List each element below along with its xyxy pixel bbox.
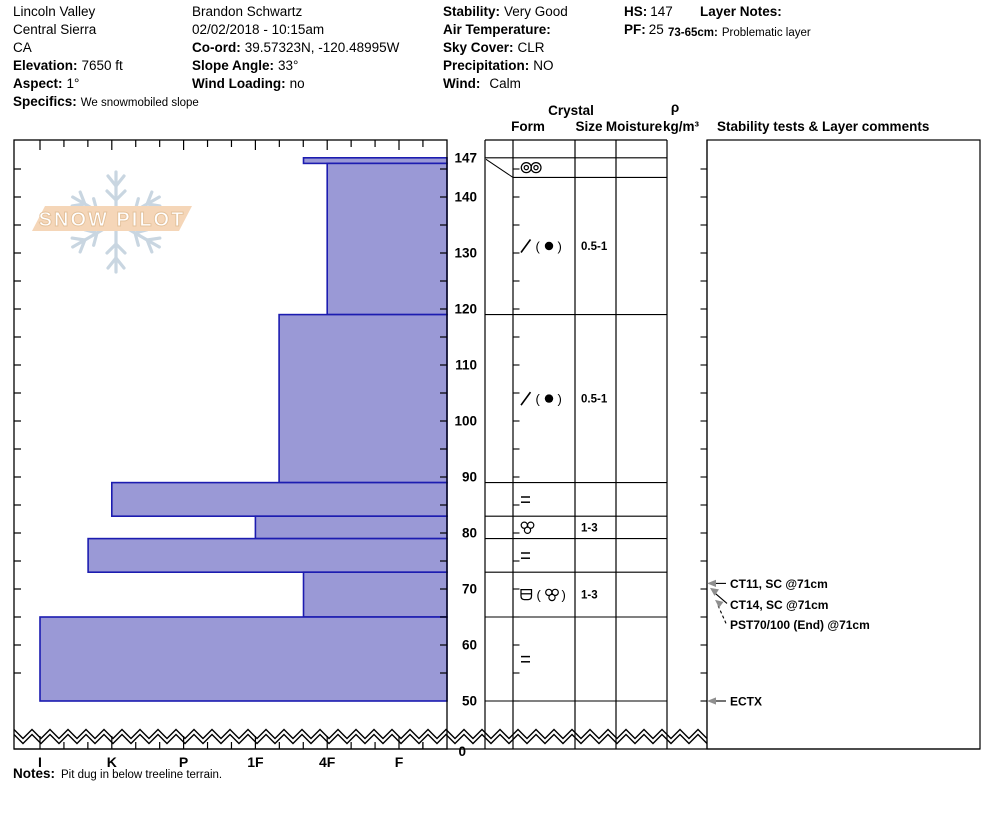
hs-label: HS: xyxy=(624,4,648,19)
grain-icon-double-rounds xyxy=(521,163,541,173)
site-state: CA xyxy=(13,40,32,55)
watermark-text: SNOW PILOT xyxy=(38,209,186,231)
test-arrow xyxy=(715,600,724,608)
hardness-bar xyxy=(327,163,447,314)
crystal-header: Crystal xyxy=(548,103,594,118)
svg-text:110: 110 xyxy=(455,357,477,373)
svg-text:60: 60 xyxy=(461,637,477,653)
hardness-bar xyxy=(304,572,447,617)
slope-value: 33° xyxy=(278,58,299,73)
svg-text:F: F xyxy=(394,754,404,770)
aspect-value: 1° xyxy=(66,76,80,91)
pf-label: PF: xyxy=(624,22,646,37)
svg-text:50: 50 xyxy=(461,693,477,709)
svg-text:70: 70 xyxy=(461,581,477,597)
observation-datetime: 02/02/2018 - 10:15am xyxy=(192,22,325,37)
site-name: Lincoln Valley xyxy=(13,4,96,19)
size-header: Size xyxy=(575,119,603,134)
grain-icon-ice-layer xyxy=(521,553,530,558)
svg-text:(: ( xyxy=(535,391,540,407)
grain-icon-ice-layer xyxy=(521,657,530,662)
grain-icon-rounded xyxy=(545,242,553,250)
svg-text:130: 130 xyxy=(454,245,477,261)
specifics-value: We snowmobiled slope xyxy=(80,97,199,109)
windload-value: no xyxy=(289,76,305,91)
precipitation-value: NO xyxy=(533,58,554,73)
density-units: kg/m³ xyxy=(662,119,699,134)
hardness-bar xyxy=(40,617,447,701)
comments-panel xyxy=(707,140,980,749)
svg-text:140: 140 xyxy=(454,189,477,205)
grain-icon-melt-cluster xyxy=(546,589,559,600)
slope-label: Slope Angle: xyxy=(192,58,275,73)
svg-text:1-3: 1-3 xyxy=(581,522,598,535)
grain-icon-ice-layer xyxy=(521,497,530,502)
layer-note-value: Problematic layer xyxy=(721,27,811,39)
svg-text:K: K xyxy=(106,754,117,770)
stability-label: Stability: xyxy=(443,4,501,19)
grain-icon-decomposing xyxy=(521,240,531,253)
elevation-value: 7650 ft xyxy=(81,58,123,73)
svg-text:(: ( xyxy=(535,238,540,254)
svg-text:CT14, SC @71cm: CT14, SC @71cm xyxy=(730,597,829,612)
notes-label: Notes: xyxy=(13,766,56,781)
svg-text:0: 0 xyxy=(458,744,466,759)
broken-axis-zigzag xyxy=(14,730,707,739)
svg-text:(: ( xyxy=(536,587,541,603)
moisture-header: Moisture xyxy=(605,119,663,134)
form-header: Form xyxy=(511,119,545,134)
svg-text:I: I xyxy=(38,754,42,770)
svg-text:P: P xyxy=(178,754,189,770)
grain-icon-crust xyxy=(521,590,532,600)
svg-text:0.5-1: 0.5-1 xyxy=(581,393,608,406)
precipitation-label: Precipitation: xyxy=(443,58,530,73)
observer-name: Brandon Schwartz xyxy=(192,4,303,19)
notes-text: Pit dug in below treeline terrain. xyxy=(61,769,223,781)
test-arrow xyxy=(707,697,716,704)
svg-text:CT11, SC @71cm: CT11, SC @71cm xyxy=(730,576,828,591)
windload-label: Wind Loading: xyxy=(192,76,286,91)
coord-label: Co-ord: xyxy=(192,40,241,55)
svg-text:PST70/100 (End) @71cm: PST70/100 (End) @71cm xyxy=(730,617,870,632)
density-header: ρ xyxy=(670,100,680,115)
pf-value: 25 xyxy=(648,22,664,37)
hs-value: 147 xyxy=(650,4,673,19)
hardness-bar xyxy=(255,516,447,538)
coord-value: 39.57323N, -120.48995W xyxy=(244,40,400,55)
elevation-label: Elevation: xyxy=(13,58,78,73)
svg-text:): ) xyxy=(557,391,562,407)
wind-label: Wind: xyxy=(443,76,481,91)
wind-value: Calm xyxy=(489,76,521,91)
sky-cover-label: Sky Cover: xyxy=(443,40,514,55)
grain-icon-rounded xyxy=(545,394,553,402)
svg-text:80: 80 xyxy=(461,525,477,541)
specifics-label: Specifics: xyxy=(13,94,77,109)
svg-text:ECTX: ECTX xyxy=(730,694,763,709)
hardness-bar xyxy=(112,483,447,517)
air-temperature-label: Air Temperature: xyxy=(443,22,551,37)
stability-value: Very Good xyxy=(504,4,568,19)
svg-text:1-3: 1-3 xyxy=(581,589,598,602)
layer-note-label: 73-65cm: xyxy=(668,27,718,39)
broken-axis-zigzag xyxy=(14,735,707,744)
sky-cover-value: CLR xyxy=(517,40,545,55)
site-region: Central Sierra xyxy=(13,22,97,37)
svg-text:4F: 4F xyxy=(319,754,336,770)
notes-row xyxy=(13,765,222,784)
svg-text:1F: 1F xyxy=(247,754,264,770)
svg-text:120: 120 xyxy=(454,301,477,317)
svg-text:): ) xyxy=(557,238,562,254)
svg-text:0.5-1: 0.5-1 xyxy=(581,241,608,253)
hardness-bar xyxy=(279,315,447,483)
comments-header: Stability tests & Layer comments xyxy=(717,119,930,134)
grain-icon-decomposing xyxy=(521,392,531,405)
layer-notes-heading: Layer Notes: xyxy=(700,4,782,19)
aspect-label: Aspect: xyxy=(13,76,63,91)
svg-text:): ) xyxy=(561,587,566,603)
hardness-bar xyxy=(88,539,447,573)
svg-text:90: 90 xyxy=(461,469,477,485)
hardness-bar xyxy=(304,158,447,164)
test-arrow xyxy=(707,580,716,587)
grain-icon-melt-cluster xyxy=(521,522,534,533)
svg-text:147: 147 xyxy=(454,150,477,166)
svg-text:100: 100 xyxy=(454,413,477,429)
